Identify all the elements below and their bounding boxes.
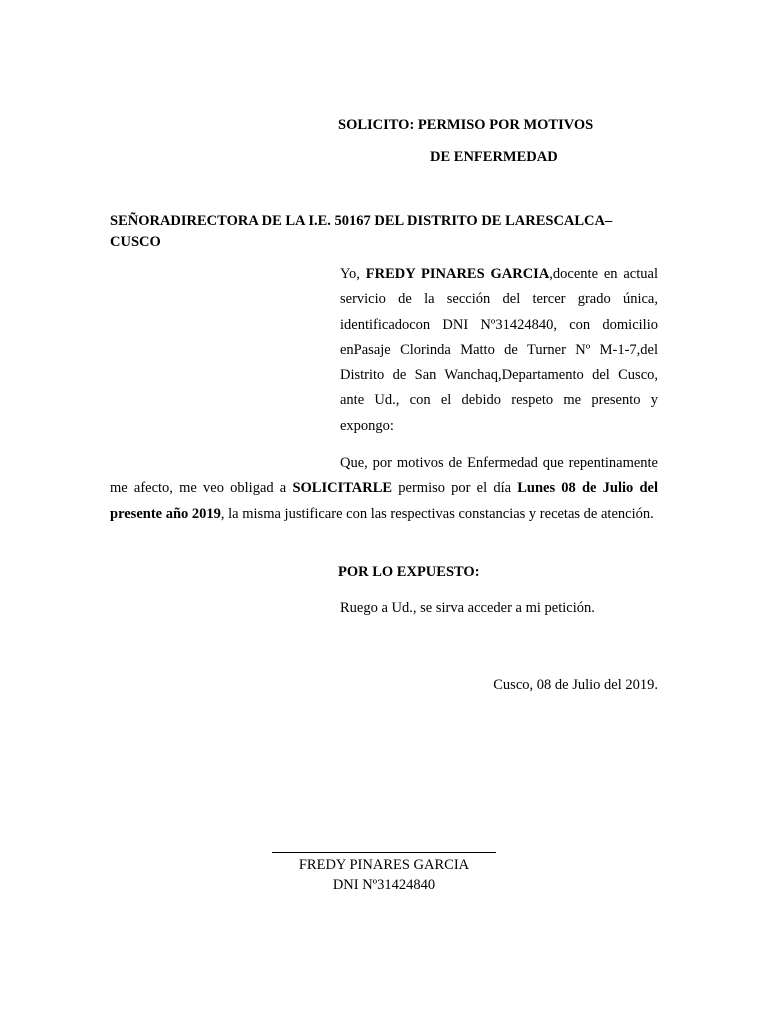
request-paragraph <box>110 451 658 527</box>
request-text-2: permiso por el día <box>392 480 518 497</box>
signature-line <box>272 852 496 853</box>
sender-name: FREDY PINARES GARCIA <box>365 266 550 282</box>
request-text-3: , la misma justificare con las respectivas constancias y recetas de atención. <box>220 505 654 522</box>
intro-text: ,docente en actual servicio de la sección del tercer grado única, identificadocon DNI Nº31424840, con domicilio enPasaje Clorinda Matto de Turner Nº M-1-7,del Distrito de San Wanchaq,Departamento del Cusco, ante Ud., con el debido respeto me presento y expongo: <box>340 266 658 434</box>
request-text-1: Que, por motivos de Enfermedad que repentinamente me afecto, me veo obligad a <box>110 455 658 497</box>
por-lo-expuesto-heading: POR LO EXPUESTO: <box>338 564 480 580</box>
subject-line-2: DE ENFERMEDAD <box>430 149 558 165</box>
signature-name: FREDY PINARES GARCIA <box>298 857 470 873</box>
request-date: Lunes 08 de Julio del presente año 2019 <box>110 480 658 522</box>
date-line: Cusco, 08 de Julio del 2019. <box>493 677 658 693</box>
subject-line-1: SOLICITO: PERMISO POR MOTIVOS <box>338 117 594 133</box>
intro-paragraph <box>340 262 658 439</box>
petition-line: Ruego a Ud., se sirva acceder a mi petición. <box>340 600 595 616</box>
signature-dni: DNI Nº31424840 <box>332 877 436 893</box>
request-keyword: SOLICITARLE <box>292 480 393 497</box>
addressee: SEÑORADIRECTORA DE LA I.E. 50167 DEL DISTRITO DE LARESCALCA– CUSCO <box>110 213 613 250</box>
intro-prefix: Yo, <box>340 266 366 282</box>
